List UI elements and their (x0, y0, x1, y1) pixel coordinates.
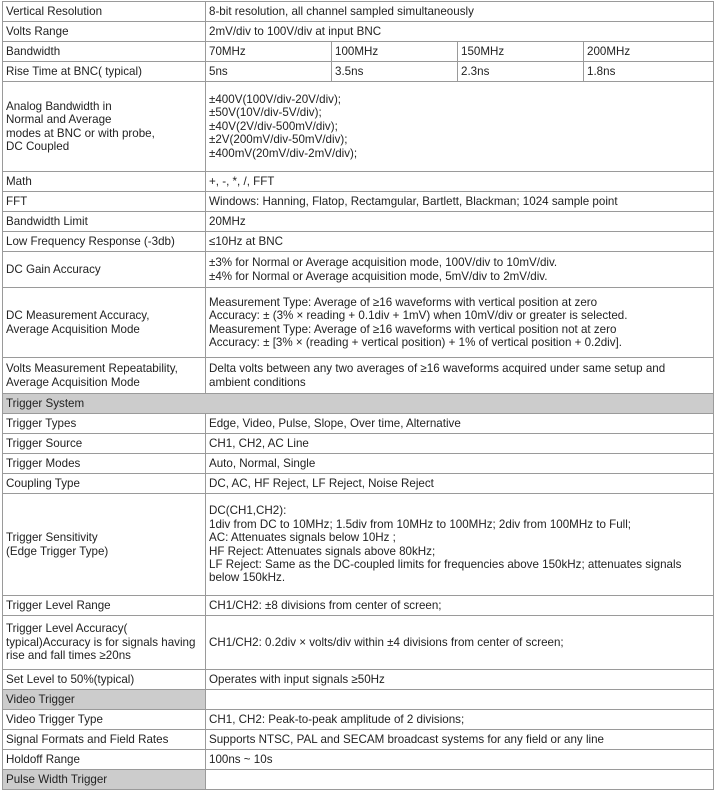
label-line: DC Coupled (6, 139, 70, 153)
spec-row (3, 414, 714, 434)
section-row (3, 770, 714, 790)
spec-label (3, 710, 206, 730)
section-row (3, 690, 714, 710)
label-line: Vertical Resolution (6, 4, 103, 18)
spec-label (3, 192, 206, 212)
section-heading (3, 394, 714, 414)
label-line: Trigger Source (6, 436, 83, 450)
spec-label (3, 358, 206, 394)
label-line: Trigger Level Accuracy( (6, 622, 128, 636)
value-line: HF Reject: Attenuates signals above 80kHz; (209, 544, 436, 558)
label-line: Bandwidth (6, 44, 61, 58)
label-line: Math (6, 174, 32, 188)
spec-row (3, 454, 714, 474)
label-line: DC Gain Accuracy (6, 262, 101, 276)
label-line: Volts Range (6, 24, 69, 38)
value-line: DC(CH1,CH2): (209, 504, 287, 518)
spec-row (3, 710, 714, 730)
value-line: +, -, *, /, FFT (209, 174, 275, 188)
spec-row (3, 192, 714, 212)
spec-label (3, 22, 206, 42)
label-line: Signal Formats and Field Rates (6, 732, 169, 746)
label-line: Video Trigger Type (6, 712, 103, 726)
label-line: Set Level to 50%(typical) (6, 672, 135, 686)
label-line: Trigger Sensitivity (6, 531, 98, 545)
label-line: Low Frequency Response (-3db) (6, 234, 175, 248)
spec-value (206, 358, 714, 394)
spec-cell: 70MHz (206, 42, 332, 62)
spec-value (206, 2, 714, 22)
spec-value (206, 474, 714, 494)
label-line: Volts Measurement Repeatability, (6, 362, 178, 376)
label-line: Average Acquisition Mode (6, 322, 140, 336)
value-line: ±400V(100V/div-20V/div); (209, 92, 342, 106)
label-line: Bandwidth Limit (6, 214, 88, 228)
spec-label (3, 288, 206, 358)
spec-value (206, 616, 714, 670)
spec-label (3, 434, 206, 454)
spec-label (3, 730, 206, 750)
value-line: ambient conditions (209, 375, 306, 389)
spec-row (3, 232, 714, 252)
value-line: Operates with input signals ≥50Hz (209, 672, 385, 686)
spec-row (3, 212, 714, 232)
spec-label (3, 454, 206, 474)
spec-label (3, 252, 206, 288)
spec-cell: 200MHz (584, 42, 714, 62)
spec-value (206, 232, 714, 252)
spec-cell: 5ns (206, 62, 332, 82)
spec-label (3, 750, 206, 770)
spec-row (3, 2, 714, 22)
spec-row (3, 434, 714, 454)
spec-value (206, 172, 714, 192)
spec-value (206, 252, 714, 288)
spec-label (3, 670, 206, 690)
value-line: 2mV/div to 100V/div at input BNC (209, 24, 382, 38)
value-line: below 150kHz. (209, 571, 286, 585)
value-line: 1div from DC to 10MHz; 1.5div from 10MHz to 100MHz; 2div from 100MHz to Full; (209, 517, 632, 531)
spec-row (3, 596, 714, 616)
spec-row (3, 22, 714, 42)
spec-value (206, 750, 714, 770)
spec-value (206, 434, 714, 454)
value-line: AC: Attenuates signals below 10Hz ; (209, 531, 396, 545)
value-line: ±400mV(20mV/div-2mV/div); (209, 146, 358, 160)
value-line: Measurement Type: Average of ≥16 waveforms with vertical position not at zero (209, 322, 617, 336)
label-line: Video Trigger (6, 692, 75, 706)
label-line: Pulse Width Trigger (6, 772, 108, 786)
value-line: ±3% for Normal or Average acquisition mode, 100V/div to 10mV/div. (209, 256, 558, 270)
label-line: Holdoff Range (6, 752, 80, 766)
value-line: Windows: Hanning, Flatop, Rectamgular, Bartlett, Blackman; 1024 sample point (209, 194, 618, 208)
spec-value (206, 82, 714, 172)
value-line: Measurement Type: Average of ≥16 waveforms with vertical position at zero (209, 295, 598, 309)
spec-value (206, 710, 714, 730)
spec-table-body (3, 2, 714, 790)
label-line: Rise Time at BNC( typical) (6, 64, 142, 78)
label-line: Normal and Average (6, 113, 112, 127)
label-line: modes at BNC or with probe, (6, 126, 155, 140)
spec-label (3, 2, 206, 22)
spec-row (3, 670, 714, 690)
spec-row (3, 82, 714, 172)
spec-value (206, 454, 714, 474)
spec-cell: 150MHz (458, 42, 584, 62)
spec-label (3, 596, 206, 616)
label-line: typical)Accuracy is for signals having (6, 635, 196, 649)
spec-label (3, 212, 206, 232)
spec-label (3, 172, 206, 192)
label-line: Trigger Modes (6, 456, 81, 470)
spec-row (3, 42, 714, 62)
spec-value (206, 670, 714, 690)
value-line: Delta volts between any two averages of ≥16 waveforms acquired under same setup and (209, 362, 666, 376)
spec-cell: 100MHz (332, 42, 458, 62)
label-line: Analog Bandwidth in (6, 99, 112, 113)
value-line: ±4% for Normal or Average acquisition mode, 5mV/div to 2mV/div. (209, 269, 548, 283)
spec-value (206, 22, 714, 42)
spec-value (206, 494, 714, 596)
spec-label (3, 474, 206, 494)
spec-label (3, 82, 206, 172)
spec-row (3, 252, 714, 288)
value-line: Supports NTSC, PAL and SECAM broadcast systems for any field or any line (209, 732, 605, 746)
spec-value (206, 212, 714, 232)
spec-cell: 2.3ns (458, 62, 584, 82)
label-line: Coupling Type (6, 476, 80, 490)
spec-label (3, 42, 206, 62)
value-line: ≤10Hz at BNC (209, 234, 284, 248)
value-line: ±2V(200mV/div-50mV/div); (209, 133, 348, 147)
spec-row (3, 172, 714, 192)
value-line: CH1/CH2: ±8 divisions from center of screen; (209, 598, 442, 612)
value-line: Edge, Video, Pulse, Slope, Over time, Alternative (209, 416, 461, 430)
spec-row (3, 616, 714, 670)
value-line: 20MHz (209, 214, 246, 228)
label-line: FFT (6, 194, 28, 208)
spec-row (3, 494, 714, 596)
spec-value (206, 414, 714, 434)
label-line: rise and fall times ≥20ns (6, 649, 131, 663)
spec-label (3, 232, 206, 252)
value-line: Accuracy: ± (3% × reading + 0.1div + 1mV) when 10mV/div or greater is selected. (209, 309, 628, 323)
value-line: ±50V(10V/div-5V/div); (209, 106, 322, 120)
value-line: Auto, Normal, Single (209, 456, 316, 470)
spec-value (206, 770, 714, 790)
spec-cell: 3.5ns (332, 62, 458, 82)
spec-value (206, 192, 714, 212)
spec-value (206, 288, 714, 358)
value-line: DC, AC, HF Reject, LF Reject, Noise Reject (209, 476, 434, 490)
label-line: (Edge Trigger Type) (6, 544, 109, 558)
value-line: ±40V(2V/div-500mV/div); (209, 119, 338, 133)
label-line: DC Measurement Accuracy, (6, 309, 150, 323)
spec-row (3, 730, 714, 750)
label-line: Trigger System (6, 396, 85, 410)
spec-row (3, 750, 714, 770)
spec-label (3, 62, 206, 82)
section-heading (3, 690, 206, 710)
spec-row (3, 474, 714, 494)
spec-label (3, 494, 206, 596)
spec-label (3, 414, 206, 434)
value-line: LF Reject: Same as the DC-coupled limits for frequencies above 150kHz; attenuates signals (209, 557, 682, 571)
label-line: Trigger Level Range (6, 598, 111, 612)
value-line: 8-bit resolution, all channel sampled simultaneously (209, 4, 474, 18)
section-row (3, 394, 714, 414)
spec-row (3, 62, 714, 82)
spec-label (3, 616, 206, 670)
spec-value (206, 596, 714, 616)
spec-row (3, 358, 714, 394)
value-line: 100ns ~ 10s (209, 752, 273, 766)
value-line: CH1, CH2, AC Line (209, 436, 309, 450)
value-line: CH1/CH2: 0.2div × volts/div within ±4 divisions from center of screen; (209, 635, 564, 649)
spec-row (3, 288, 714, 358)
value-line: CH1, CH2: Peak-to-peak amplitude of 2 divisions; (209, 712, 465, 726)
label-line: Trigger Types (6, 416, 77, 430)
spec-value (206, 730, 714, 750)
spec-cell: 1.8ns (584, 62, 714, 82)
value-line: Accuracy: ± [3% × (reading + vertical position) + 1% of vertical position + 0.2div]. (209, 335, 622, 349)
spec-value (206, 690, 714, 710)
spec-table (2, 1, 714, 790)
section-heading (3, 770, 206, 790)
label-line: Average Acquisition Mode (6, 375, 140, 389)
